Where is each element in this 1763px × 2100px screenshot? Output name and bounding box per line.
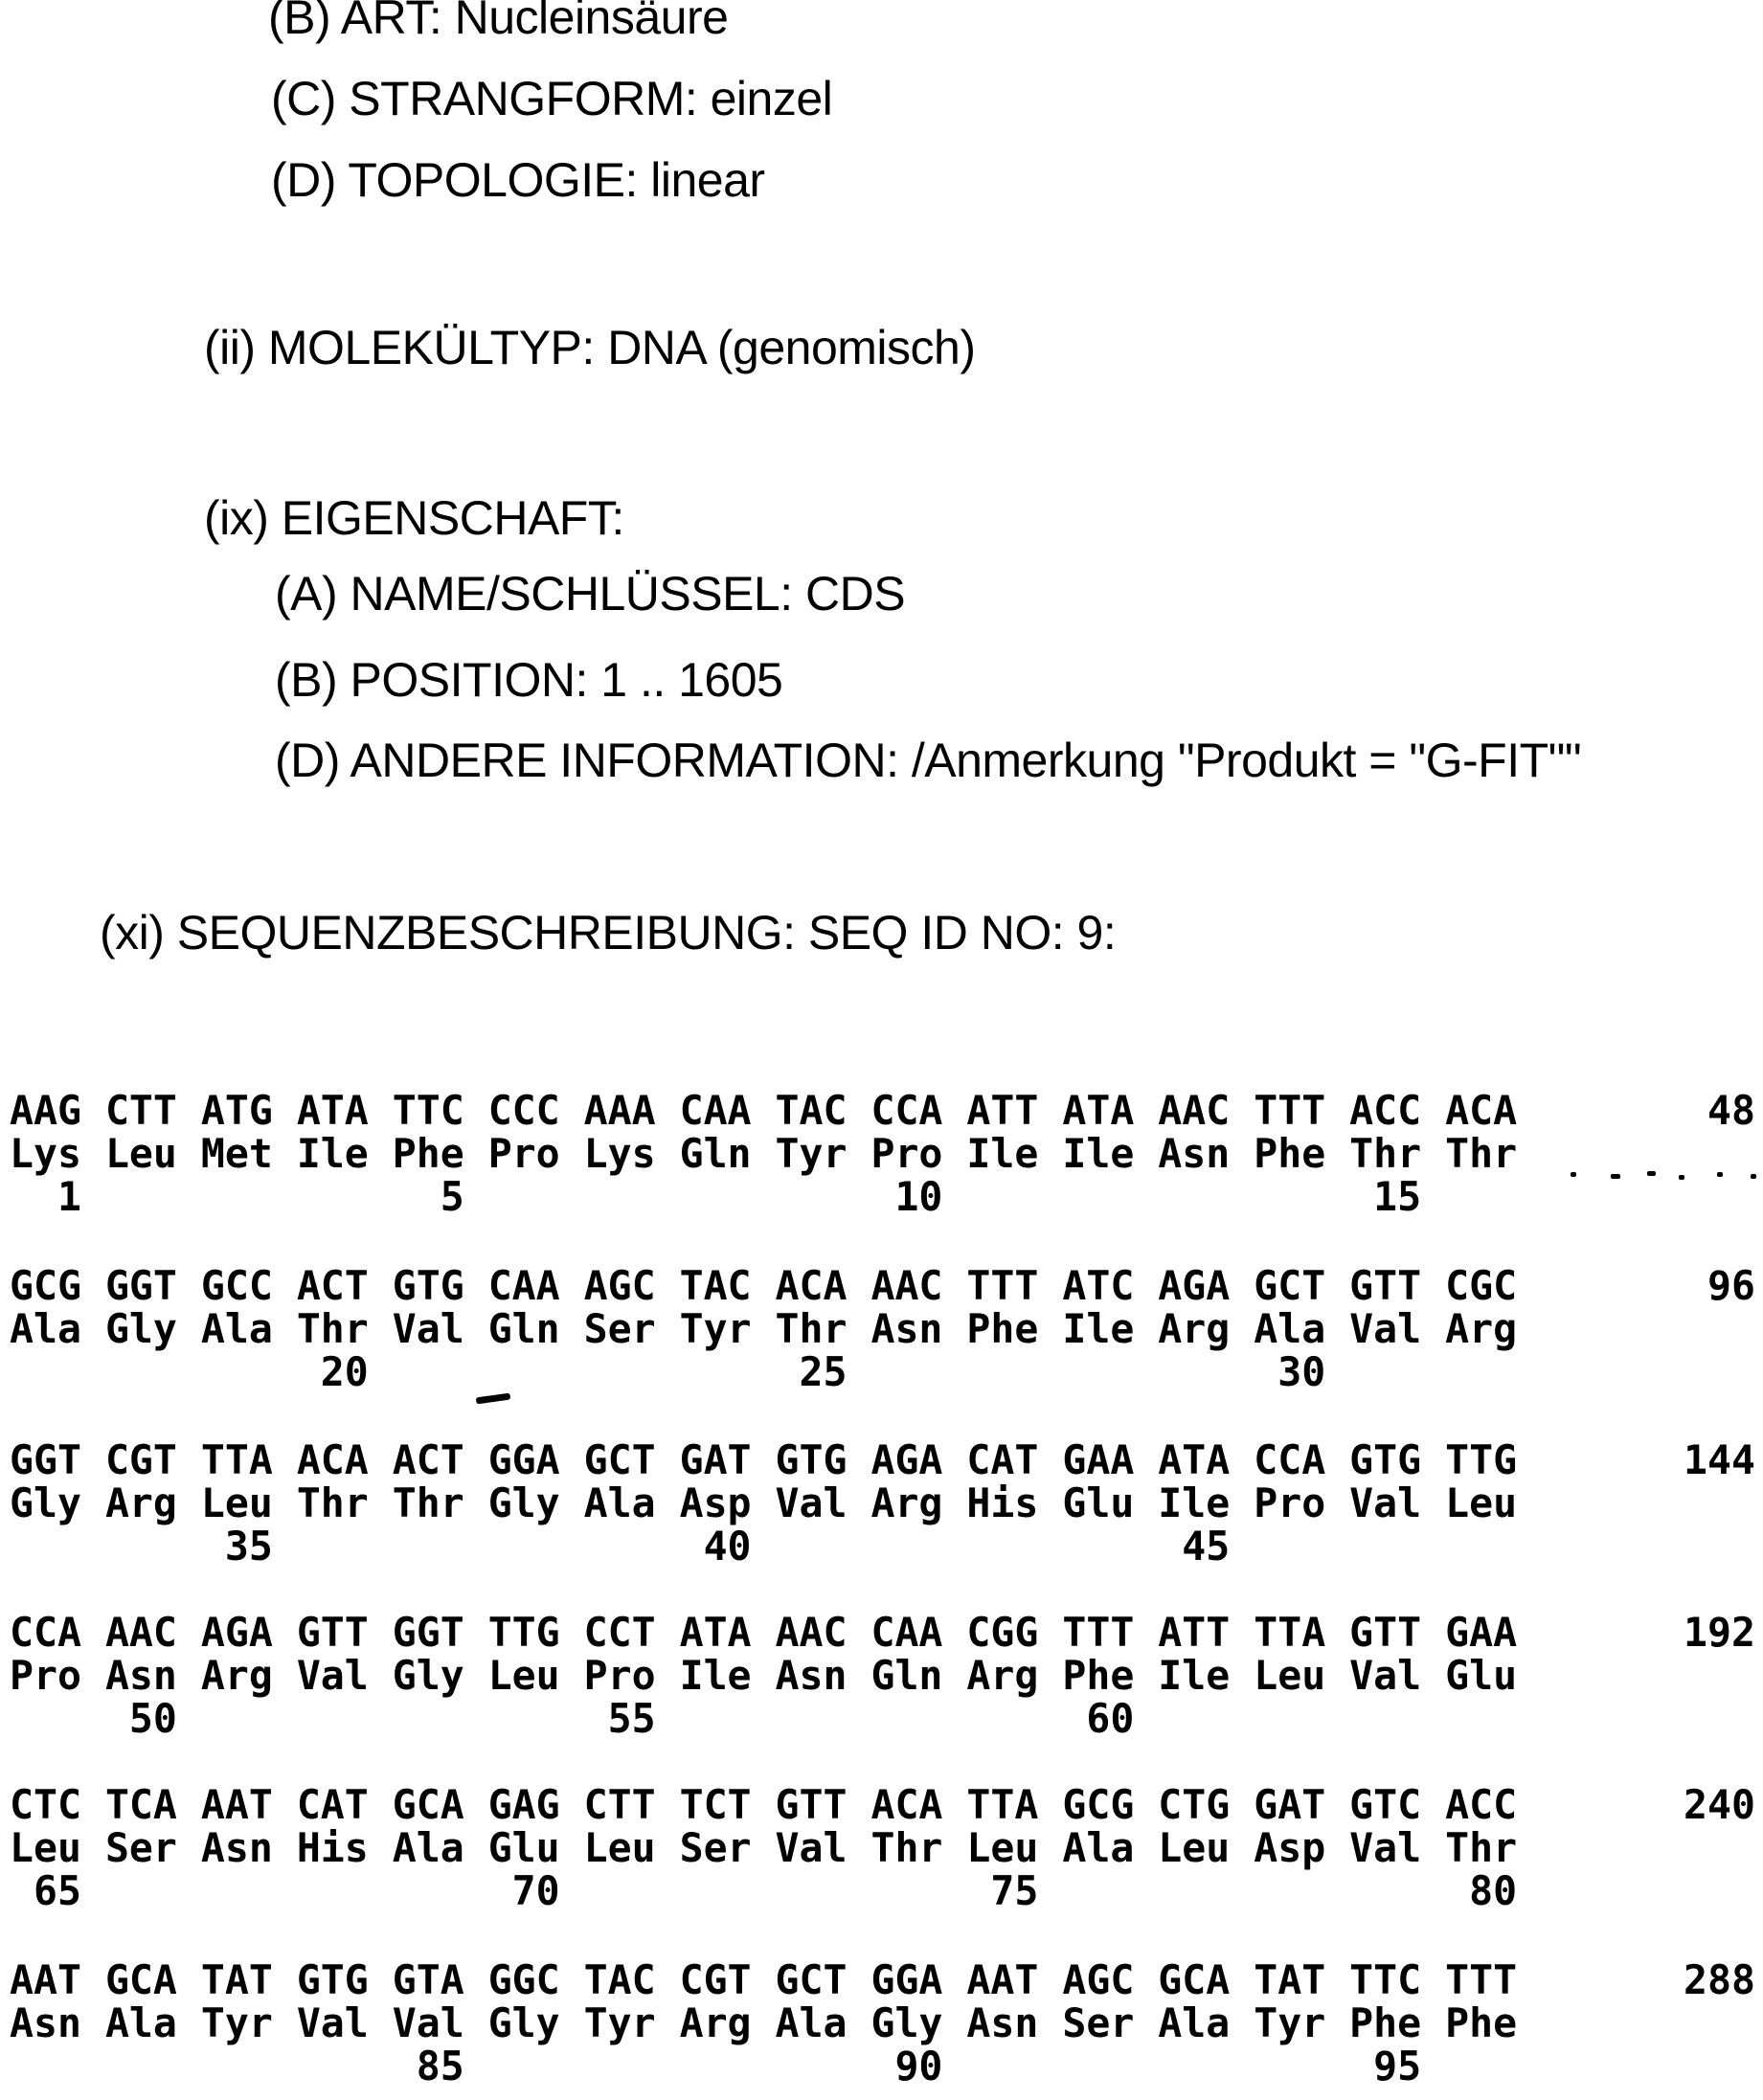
- sequence-block-6-lines: [10, 1958, 1517, 2088]
- base-count: 288: [1684, 1956, 1755, 2003]
- base-count: 240: [1684, 1781, 1755, 1828]
- eigenschaft-line: (ix) EIGENSCHAFT:: [204, 491, 624, 545]
- sequence-block-2: [0, 1264, 1763, 1398]
- amino-acid-line: Ala Gly Ala Thr Val Gln Ser Tyr Thr Asn Phe Ile Arg Ala Val Arg: [10, 1305, 1518, 1352]
- codon-line: AAT GCA TAT GTG GTA GGC TAC CGT GCT GGA AAT AGC GCA TAT TTC TTT: [10, 1956, 1518, 2003]
- sequence-block-4: [0, 1611, 1763, 1745]
- sequence-block-3: [0, 1438, 1763, 1572]
- strangform-line: (C) STRANGFORM: einzel: [271, 72, 833, 125]
- molekueltyp-line: (ii) MOLEKÜLTYP: DNA (genomisch): [204, 321, 976, 374]
- name-schluessel-line: (A) NAME/SCHLÜSSEL: CDS: [275, 567, 906, 621]
- amino-acid-line: Gly Arg Leu Thr Thr Gly Ala Asp Val Arg His Glu Ile Pro Val Leu: [10, 1479, 1518, 1526]
- scan-noise-dot: [1647, 1171, 1656, 1176]
- base-count: 192: [1684, 1609, 1755, 1656]
- art-line: (B) ART: Nucleinsäure: [268, 0, 729, 44]
- sequence-block-5: [0, 1783, 1763, 1917]
- sequence-block-1-lines: [10, 1089, 1517, 1218]
- codon-line: CCA AAC AGA GTT GGT TTG CCT ATA AAC CAA CGG TTT ATT TTA GTT GAA: [10, 1609, 1518, 1656]
- sequence-block-2-lines: [10, 1264, 1517, 1393]
- sequenzbeschreibung-line: (xi) SEQUENZBESCHREIBUNG: SEQ ID NO: 9:: [100, 906, 1117, 960]
- sequence-block-5-lines: [10, 1783, 1517, 1912]
- residue-number-line: 65 70 75 80: [10, 1867, 1518, 1914]
- residue-number-line: 1 5 10 15: [10, 1173, 1422, 1220]
- amino-acid-line: Asn Ala Tyr Val Val Gly Tyr Arg Ala Gly Asn Ser Ala Tyr Phe Phe: [10, 1999, 1518, 2046]
- andere-information-line: (D) ANDERE INFORMATION: /Anmerkung "Produkt = "G-FIT"": [275, 734, 1582, 787]
- codon-line: CTC TCA AAT CAT GCA GAG CTT TCT GTT ACA TTA GCG CTG GAT GTC ACC: [10, 1781, 1518, 1828]
- scan-noise-dot: [1679, 1175, 1684, 1180]
- sequence-block-6: [0, 1958, 1763, 2092]
- position-line: (B) POSITION: 1 .. 1605: [275, 653, 783, 707]
- residue-number-line: 35 40 45: [10, 1523, 1231, 1569]
- scan-noise-dot: [1717, 1172, 1723, 1177]
- scan-noise-dot: [1611, 1174, 1620, 1179]
- codon-line: AAG CTT ATG ATA TTC CCC AAA CAA TAC CCA ATT ATA AAC TTT ACC ACA: [10, 1087, 1518, 1134]
- topologie-line: (D) TOPOLOGIE: linear: [271, 153, 765, 207]
- sequence-block-4-lines: [10, 1611, 1517, 1740]
- amino-acid-line: Pro Asn Arg Val Gly Leu Pro Ile Asn Gln Arg Phe Ile Leu Val Glu: [10, 1652, 1518, 1699]
- amino-acid-line: Leu Ser Asn His Ala Glu Leu Ser Val Thr Leu Ala Leu Asp Val Thr: [10, 1824, 1518, 1871]
- sequence-block-1: [0, 1089, 1763, 1223]
- codon-line: GCG GGT GCC ACT GTG CAA AGC TAC ACA AAC TTT ATC AGA GCT GTT CGC: [10, 1262, 1518, 1309]
- residue-number-line: 85 90 95: [10, 2043, 1422, 2089]
- amino-acid-line: Lys Leu Met Ile Phe Pro Lys Gln Tyr Pro Ile Ile Asn Phe Thr Thr: [10, 1130, 1518, 1177]
- residue-number-line: 50 55 60: [10, 1695, 1135, 1742]
- residue-number-line: 20 25 30: [10, 1348, 1326, 1395]
- base-count: 48: [1707, 1087, 1755, 1134]
- base-count: 144: [1684, 1436, 1755, 1483]
- base-count: 96: [1707, 1262, 1755, 1309]
- scan-noise-dot: [1571, 1172, 1576, 1177]
- codon-line: GGT CGT TTA ACA ACT GGA GCT GAT GTG AGA CAT GAA ATA CCA GTG TTG: [10, 1436, 1518, 1483]
- scan-noise-dot: [1751, 1174, 1756, 1179]
- sequence-block-3-lines: [10, 1438, 1517, 1568]
